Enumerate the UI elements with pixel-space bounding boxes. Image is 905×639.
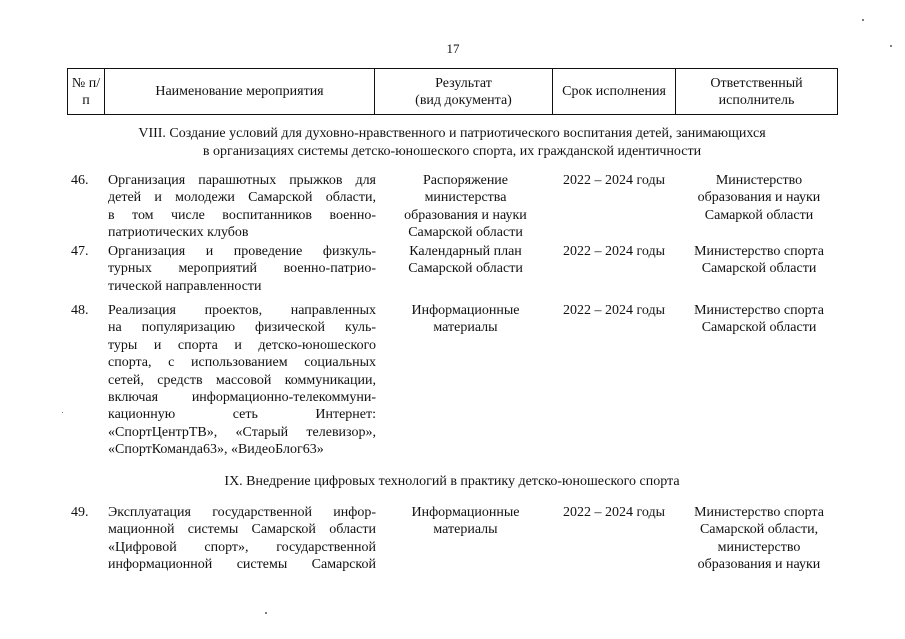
row-executor: [683, 504, 835, 574]
row-name-line: «СпортЦентрТВ», «Старый телевизор»,: [108, 424, 376, 440]
row-number: 49.: [71, 505, 89, 520]
row-name-line: мационной системы Самарской области: [108, 522, 376, 538]
row-name: [108, 172, 376, 242]
row-term: 2022 – 2024 годы: [562, 303, 666, 318]
row-name-line: на популяризацию физической куль-: [108, 320, 376, 336]
row-result-line: Календарный план: [409, 244, 522, 259]
header-number-column: № п/п: [68, 69, 105, 115]
row-result-line: Самарской области: [408, 261, 523, 277]
row-name: [108, 243, 376, 295]
row-name: [108, 504, 376, 574]
scan-speck: [890, 45, 892, 47]
row-name-line: Организация и проведение физкуль-: [108, 244, 376, 259]
row-term: 2022 – 2024 годы: [562, 244, 666, 259]
scan-speck: [62, 412, 63, 413]
row-executor-line: Самаркой области: [704, 207, 814, 223]
row-name-line: Организация парашютных прыжков для: [108, 173, 376, 188]
row-result: [393, 243, 538, 278]
row-name-line: сетей, средств массовой коммуникации,: [108, 372, 376, 388]
row-name: [108, 302, 376, 459]
row-number: 48.: [71, 303, 89, 318]
row-name-line: кационную сеть Интернет:: [108, 407, 376, 423]
row-name-line: в том числе воспитанников военно-: [108, 207, 376, 223]
row-term: 2022 – 2024 годы: [562, 505, 666, 520]
row-name-line: информационной системы Самарской: [108, 557, 376, 573]
row-name-line: «Цифровой спорт», государственной: [108, 539, 376, 555]
row-executor-line: образования и науки: [697, 190, 821, 206]
header-term-column: Срок исполнения: [553, 69, 676, 115]
page-number: 17: [446, 41, 460, 56]
row-executor: [683, 172, 835, 224]
row-executor-line: Министерство спорта: [694, 505, 824, 520]
row-name-line: турных мероприятий военно-патрио-: [108, 261, 376, 277]
row-name-line: туры и спорта и детско-юношеского: [108, 337, 376, 353]
row-result-line: образования и науки: [404, 207, 527, 223]
row-executor-line: Самарской области,: [699, 522, 819, 538]
row-name-line: Эксплуатация государственной инфор-: [108, 505, 376, 520]
header-name-column: Наименование мероприятия: [105, 69, 375, 115]
row-name-line: включая информационно-телекоммуни-: [108, 390, 376, 406]
header-executor-line1: Ответственный: [710, 75, 803, 91]
row-name-line: тической направленности: [108, 278, 262, 294]
section-8-line2: в организациях системы детско-юношеского спорта, их гражданской идентичности: [202, 144, 702, 159]
table-header: [67, 68, 838, 115]
row-name-line: спорта, с использованием социальных: [108, 355, 376, 371]
row-result-line: министерства: [424, 190, 507, 206]
row-executor-line: Самарской области: [701, 320, 817, 336]
row-term: 2022 – 2024 годы: [562, 173, 666, 188]
header-executor-line2: исполнитель: [718, 92, 795, 108]
section-9-heading: IX. Внедрение цифровых технологий в практику детско-юношеского спорта: [224, 474, 680, 489]
row-result-line: Самарской области: [408, 225, 523, 241]
row-executor: [683, 302, 835, 337]
row-number: 47.: [71, 244, 89, 259]
row-executor-line: Самарской области: [701, 261, 817, 277]
row-result-line: Распоряжение: [422, 173, 509, 188]
row-name-line: Реализация проектов, направленных: [108, 303, 376, 318]
row-executor-line: Министерство спорта: [694, 244, 824, 259]
row-name-line: патриотических клубов: [108, 225, 249, 241]
header-result-column: [375, 69, 553, 115]
section-8-heading: [67, 125, 837, 161]
row-result-line: Информационные: [411, 303, 520, 318]
row-executor-line: Министерство: [715, 173, 803, 188]
section-8-line1: VIII. Создание условий для духовно-нравственного и патриотического воспитания детей, занимающихся: [138, 126, 766, 141]
row-result-line: материалы: [433, 320, 498, 336]
row-name-line: «СпортКоманда63», «ВидеоБлог63»: [108, 442, 324, 458]
row-result-line: материалы: [433, 522, 498, 538]
row-result-line: Информационные: [411, 505, 520, 520]
header-result-line1: Результат: [435, 75, 492, 91]
row-name-line: детей и молодежи Самарской области,: [108, 190, 376, 206]
row-result: [393, 172, 538, 242]
row-number: 46.: [71, 173, 89, 188]
row-executor: [683, 243, 835, 278]
header-result-line2: (вид документа): [415, 92, 512, 108]
row-result: [393, 504, 538, 539]
scan-speck: [265, 612, 267, 614]
row-executor-line: министерство: [717, 539, 801, 555]
row-executor-line: образования и науки: [697, 557, 821, 573]
scan-speck: [862, 19, 864, 21]
header-executor-column: [676, 69, 838, 115]
row-executor-line: Министерство спорта: [694, 303, 824, 318]
row-result: [393, 302, 538, 337]
